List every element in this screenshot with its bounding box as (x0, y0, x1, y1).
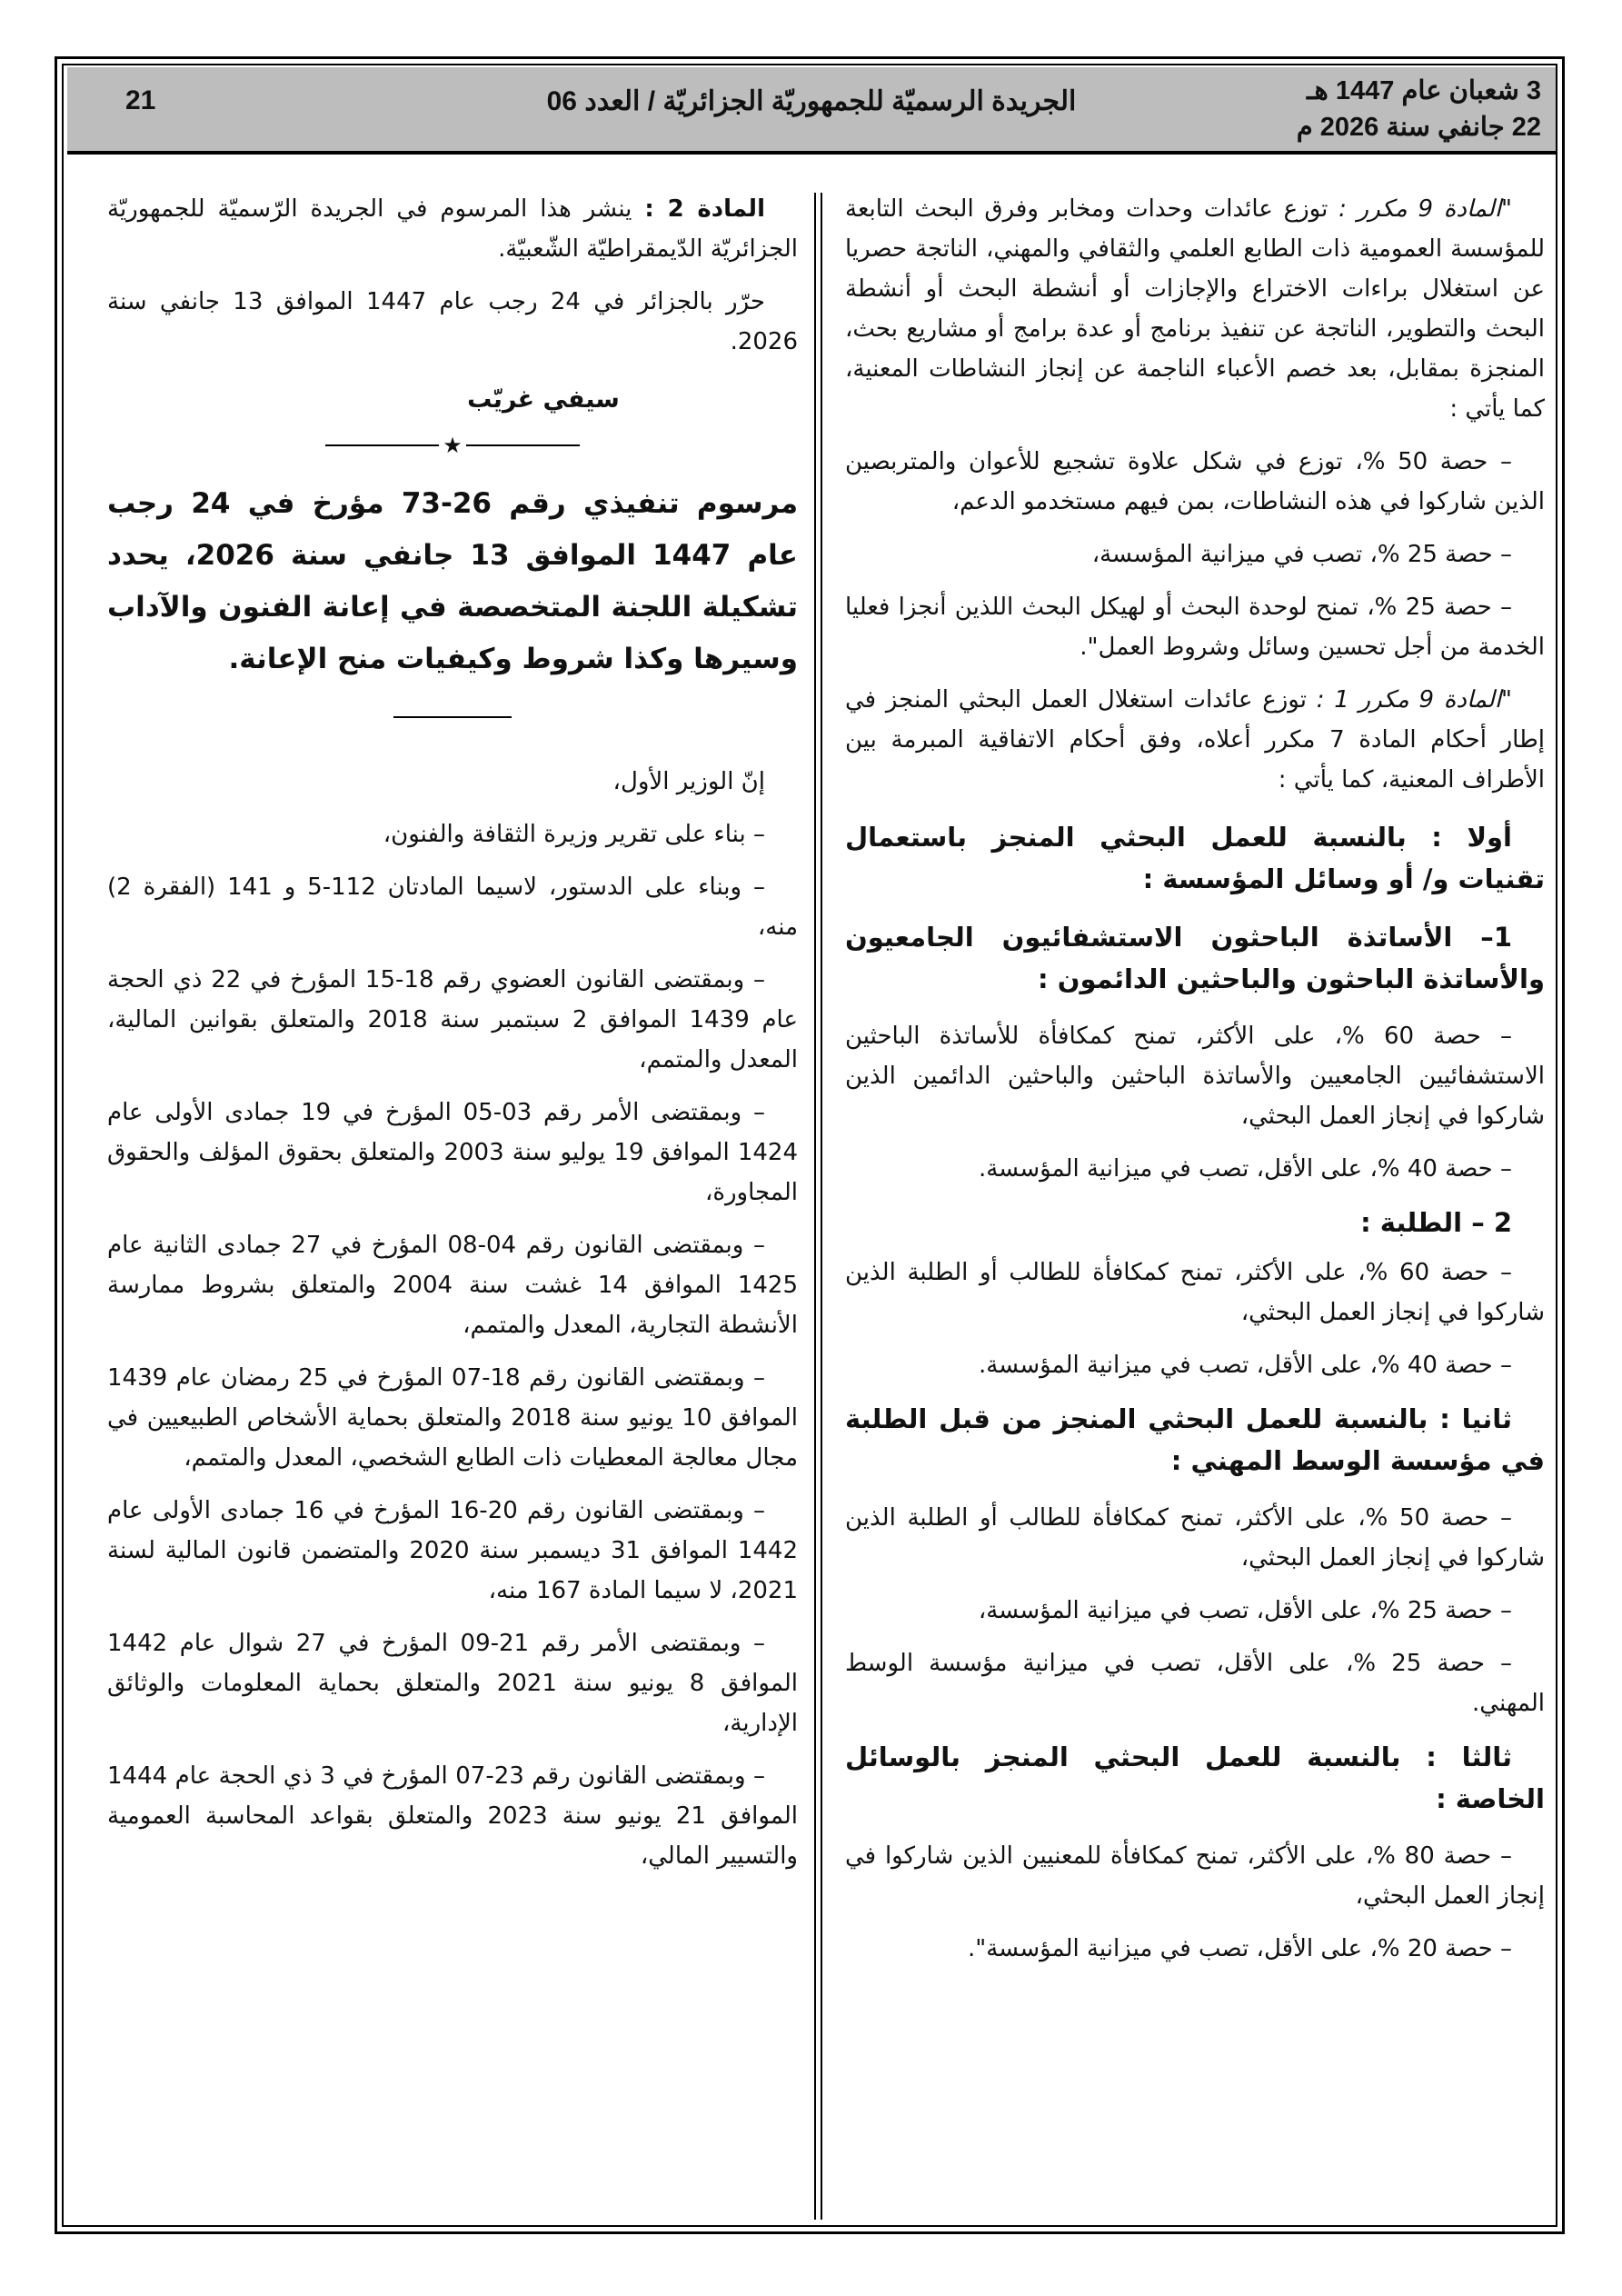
divider-line (466, 444, 580, 446)
section-heading: أولا : بالنسبة للعمل البحثي المنجز باستعمال تقنيات و/ أو وسائل المؤسسة : (845, 822, 1545, 894)
article-label: "المادة 9 مكرر : (1338, 195, 1513, 223)
right-column (845, 189, 1545, 1982)
decree-title: مرسوم تنفيذي رقم 26-73 مؤرخ في 24 رجب عام 1447 الموافق 13 جانفي سنة 2026، يحدد تشكيلة اللجنة المتخصصة في إعانة الفنون والآداب وسيرها وكذا شروط وكيفيات منح الإعانة. (107, 487, 799, 675)
visa-item: – وبمقتضى القانون رقم 23-07 المؤرخ في 3 ذي الحجة عام 1444 الموافق 21 يونيو سنة 2023 والمتعلق بقواعد المحاسبة العمومية والتسيير المالي، (107, 1762, 799, 1870)
star-divider (107, 425, 798, 465)
share-item: – حصة 25 %، على الأقل، تصب في ميزانية المؤسسة، (978, 1597, 1512, 1624)
star-icon: ★ (443, 433, 463, 458)
visa-item: – وبمقتضى الأمر رقم 21-09 المؤرخ في 27 شوال عام 1442 الموافق 8 يونيو سنة 2021 والمتعلق بحماية المعلومات والوثائق الإدارية، (107, 1630, 799, 1737)
column-divider (814, 193, 822, 2220)
share-item: – حصة 40 %، على الأقل، تصب في ميزانية المؤسسة. (978, 1352, 1512, 1379)
article-label: "المادة 9 مكرر 1 : (1316, 686, 1512, 714)
share-item: – حصة 50 %، توزع في شكل علاوة تشجيع للأعوان والمتربصين الذين شاركوا في هذه النشاطات، بمن فيهم مستخدمو الدعم، (845, 448, 1545, 515)
prime-minister-line: إنّ الوزير الأول، (612, 768, 765, 795)
article-label: المادة 2 : (644, 195, 765, 223)
article-text: توزع عائدات استغلال العمل البحثي المنجز في إطار أحكام المادة 7 مكرر أعلاه، وفق أحكام الاتفاقية المبرمة بين الأطراف المعنية، كما يأتي : (845, 686, 1545, 794)
left-column (107, 189, 798, 1889)
article-9-bis-1 (845, 680, 1545, 800)
share-item: – حصة 60 %، على الأكثر، تمنح كمكافأة للطالب أو الطلبة الذين شاركوا في إنجاز العمل البحثي، (845, 1259, 1545, 1326)
article-text: توزع عائدات وحدات ومخابر وفرق البحث التابعة للمؤسسة العمومية ذات الطابع العلمي والثقافي والمهني، الناتجة حصريا عن استغلال براءات الاختراع والإجازات أو أنشطة البحث أو أنشطة البحث والتطوير، الناتجة عن تنفيذ برنامج أو عدة برامج أو مشاريع بحث، المنجزة بمقابل، بعد خصم الأعباء الناجمة عن إنجاز النشاطات المعنية، كما يأتي : (845, 195, 1545, 423)
article-9-bis (845, 189, 1545, 429)
divider-line (325, 444, 439, 446)
gazette-title: الجريدة الرسميّة للجمهوريّة الجزائريّة / العدد 06 (546, 86, 1077, 116)
gregorian-date: 22 جانفي سنة 2026 م (1296, 113, 1541, 142)
visa-item: – وبمقتضى القانون رقم 18-07 المؤرخ في 25 رمضان عام 1439 الموافق 10 يونيو سنة 2018 والمتعلق بحماية الأشخاص الطبيعيين في مجال معالجة المعطيات ذات الطابع الشخصي، المعدل والمتمم، (107, 1364, 799, 1472)
visa-item: – وبمقتضى القانون رقم 04-08 المؤرخ في 27 جمادى الثانية عام 1425 الموافق 14 غشت سنة 2004 والمتعلق بشروط ممارسة الأنشطة التجارية، المعدل والمتمم، (107, 1232, 798, 1339)
page-number: 21 (125, 85, 156, 115)
visa-item: – وبمقتضى القانون رقم 20-16 المؤرخ في 16 جمادى الأولى عام 1442 الموافق 31 ديسمبر سنة 2020 والمتضمن قانون المالية لسنة 2021، لا سيما المادة 167 منه، (107, 1497, 798, 1604)
section-heading: ثانيا : بالنسبة للعمل البحثي المنجز من قبل الطلبة في مؤسسة الوسط المهني : (845, 1403, 1545, 1476)
share-item: – حصة 25 %، تصب في ميزانية المؤسسة، (1091, 541, 1512, 568)
share-item: – حصة 50 %، على الأكثر، تمنح كمكافأة للطالب أو الطلبة الذين شاركوا في إنجاز العمل البحثي، (845, 1504, 1545, 1572)
visa-item: – وبمقتضى القانون العضوي رقم 18-15 المؤرخ في 22 ذي الحجة عام 1439 الموافق 2 سبتمبر سنة 2018 والمتعلق بقوانين المالية، المعدل والمتمم، (107, 966, 798, 1073)
page-header (67, 67, 1556, 155)
section-heading: ثالثا : بالنسبة للعمل البحثي المنجز بالوسائل الخاصة : (845, 1742, 1545, 1814)
article-2 (107, 189, 798, 269)
visa-item: – وبمقتضى الأمر رقم 03-05 المؤرخ في 19 جمادى الأولى عام 1424 الموافق 19 يوليو سنة 2003 والمتعلق بحقوق المؤلف والحقوق المجاورة، (107, 1099, 798, 1206)
signature-name: سيفي غريّب (467, 385, 620, 414)
share-item: – حصة 20 %، على الأقل، تصب في ميزانية المؤسسة". (967, 1935, 1512, 1962)
visa-item: – وبناء على الدستور، لاسيما المادتان 112-5 و 141 (الفقرة 2) منه، (107, 873, 798, 941)
subsection-heading: 2 – الطلبة : (1360, 1207, 1512, 1238)
share-item: – حصة 25 %، على الأقل، تصب في ميزانية مؤسسة الوسط المهني. (845, 1650, 1545, 1717)
visa-item: – بناء على تقرير وزيرة الثقافة والفنون، (383, 821, 765, 848)
share-item: – حصة 25 %، تمنح لوحدة البحث أو لهيكل البحث اللذين أنجزا فعليا الخدمة من أجل تحسين وسائل وشروط العمل". (845, 594, 1545, 661)
share-item: – حصة 80 %، على الأكثر، تمنح كمكافأة للمعنيين الذين شاركوا في إنجاز العمل البحثي، (845, 1842, 1545, 1910)
share-item: – حصة 60 %، على الأكثر، تمنح كمكافأة للأساتذة الباحثين الاستشفائيين الجامعيين والأساتذة الباحثين والباحثين الدائمين الذين شاركوا في إنجاز العمل البحثي، (845, 1023, 1545, 1130)
article-text: ينشر هذا المرسوم في الجريدة الرّسميّة للجمهوريّة الجزائريّة الدّيمقراطيّة الشّعبيّة. (107, 195, 798, 263)
done-at: حرّر بالجزائر في 24 رجب عام 1447 الموافق 13 جانفي سنة 2026. (107, 288, 798, 355)
share-item: – حصة 40 %، على الأقل، تصب في ميزانية المؤسسة. (978, 1155, 1512, 1183)
hijri-date: 3 شعبان عام 1447 هـ (1307, 76, 1541, 105)
title-underline (393, 716, 512, 718)
subsection-heading: 1– الأساتذة الباحثون الاستشفائيون الجامعيون والأساتذة الباحثون والباحثين الدائمون : (845, 922, 1545, 994)
